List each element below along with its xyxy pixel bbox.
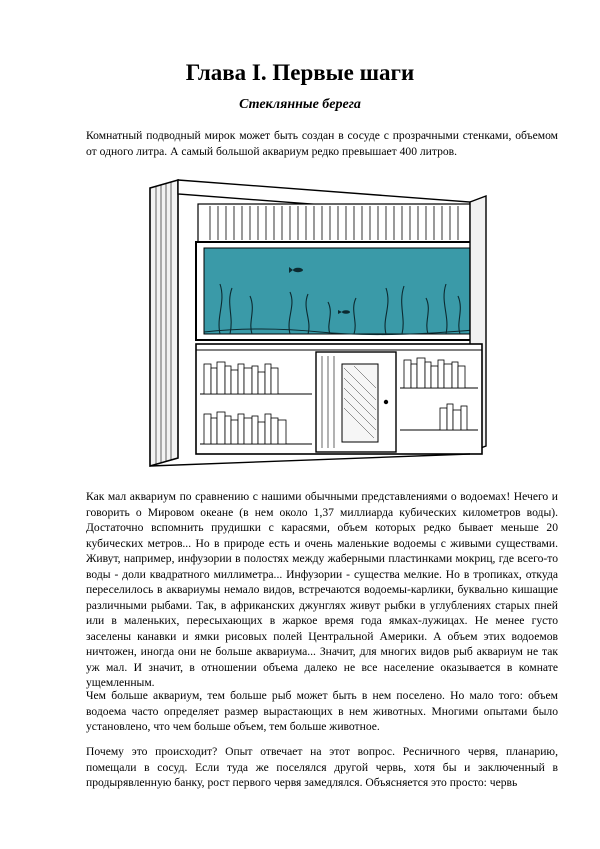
page-title: Глава I. Первые шаги (185, 60, 415, 85)
body-paragraph: Почему это происходит? Опыт отвечает на этот вопрос. Ресничного червя, планарию, помещали в сосуд. Если туда же поселялся другой червь, хотя бы и заключенный в продырявленную банку, рост первого червя замедлялся. Объясняется это просто: червь (86, 745, 558, 789)
section-title: Стеклянные берега (239, 97, 361, 112)
body-paragraph: Комнатный подводный мирок может быть создан в сосуде с прозрачными стенками, объемом от одного литра. А самый большой аквариум редко превышает 400 литров. (86, 129, 558, 158)
body-paragraph: Как мал аквариум по сравнению с нашими обычными представлениями о водоемах! Нечего и говорить о Мировом океане (в нем около 1,37 миллиарда кубических километров воды). Достаточно вспомнить прудишки с карасями, объем которых редко бывает меньше 20 кубических метров... Но в природе есть и очень маленькие водоемы с живыми существами. Живут, например, инфузории в полостях между жаберными пластинками мокриц, где всего-то воды - доли квадратного миллиметра... Инфузории - существа мелкие. Но в тропиках, откуда переселилось в аквариумы немало видов, встречаются водоемы-карлики, буквально кишащие различными рыбами. Так, в африканских джунглях живут рыбки в углублениях старых пней или в маленьких, пересыхающих в жаркое время года ямках-лужицах. Не менее густо заселены канавки и ямки рисовых полей Центральной Америки. А объем этих водоемов ничтожен, иногда они не больше аквариума... Значит, для многих видов рыб аквариум не так уж мал. И значит, в отношении объема далеко не все население оказывается в комнате ущемленным. (86, 490, 558, 689)
aquarium-bookcase-illustration (140, 176, 500, 476)
body-paragraph: Чем больше аквариум, тем больше рыб может быть в нем поселено. Но мало того: объем водоема часто определяет размер вырастающих в нем животных. Многими опытами было установлено, что чем больше объем, тем больше животное. (86, 689, 558, 733)
